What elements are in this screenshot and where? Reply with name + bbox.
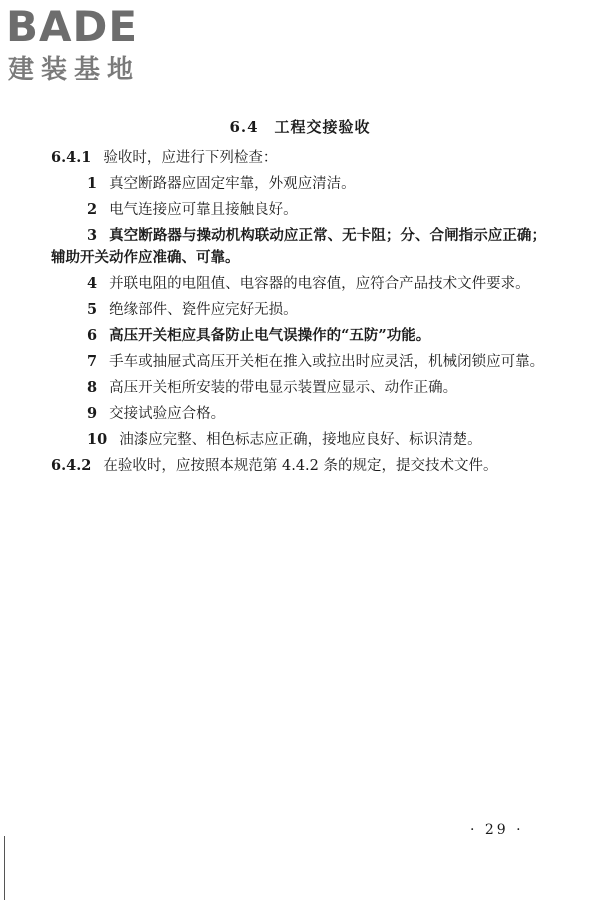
item-number: 7: [87, 353, 98, 370]
list-item: [51, 325, 546, 347]
item-text: 手车或抽屉式高压开关柜在推入或拉出时应灵活，机械闭锁应可靠。: [109, 354, 545, 370]
list-item: [51, 225, 546, 269]
item-number: 2: [87, 201, 98, 218]
item-number: 9: [87, 405, 98, 422]
item-text: 真空断路器应固定牢靠，外观应清洁。: [109, 176, 356, 192]
logo-subtitle: 建装基地: [8, 55, 141, 85]
item-number: 6: [87, 327, 98, 344]
list-item: [51, 199, 546, 221]
clause-6-4-1: [51, 147, 546, 169]
document-body: [51, 147, 546, 481]
list-item: [51, 173, 546, 195]
list-item: [51, 403, 546, 425]
item-number: 8: [87, 379, 98, 396]
list-item: [51, 377, 546, 399]
section-number: 6.4: [229, 118, 259, 136]
section-title: 工程交接验收: [274, 118, 371, 136]
item-number: 3: [87, 227, 98, 244]
item-text: 真空断路器与操动机构联动应正常、无卡阻；分、合闸指示应正确；辅助开关动作应准确、可靠。: [51, 227, 546, 266]
list-item: [51, 429, 546, 451]
item-text: 并联电阻的电阻值、电容器的电容值，应符合产品技术文件要求。: [109, 276, 530, 292]
item-text: 绝缘部件、瓷件应完好无损。: [109, 302, 298, 318]
clause-text: 验收时，应进行下列检查：: [103, 150, 278, 166]
scan-edge-mark: [4, 836, 5, 900]
item-text: 高压开关柜应具备防止电气误操作的“五防”功能。: [109, 327, 431, 344]
item-number: 5: [87, 301, 98, 318]
clause-number: 6.4.1: [51, 149, 92, 166]
bade-logo: [6, 2, 181, 92]
clause-text: 在验收时，应按照本规范第 4.4.2 条的规定，提交技术文件。: [103, 458, 498, 474]
list-item: [51, 351, 546, 373]
item-text: 高压开关柜所安装的带电显示装置应显示、动作正确。: [109, 380, 458, 396]
logo-wordmark: BADE: [6, 2, 139, 51]
list-item: [51, 299, 546, 321]
item-number: 10: [87, 431, 108, 448]
section-heading: [0, 116, 600, 137]
item-text: 油漆应完整、相色标志应正确，接地应良好、标识清楚。: [119, 432, 482, 448]
item-number: 1: [87, 175, 98, 192]
page-number: · 29 ·: [470, 822, 524, 838]
item-number: 4: [87, 275, 98, 292]
clause-6-4-2: [51, 455, 546, 477]
clause-number: 6.4.2: [51, 457, 92, 474]
item-text: 交接试验应合格。: [109, 406, 226, 422]
list-item: [51, 273, 546, 295]
item-text: 电气连接应可靠且接触良好。: [109, 202, 298, 218]
